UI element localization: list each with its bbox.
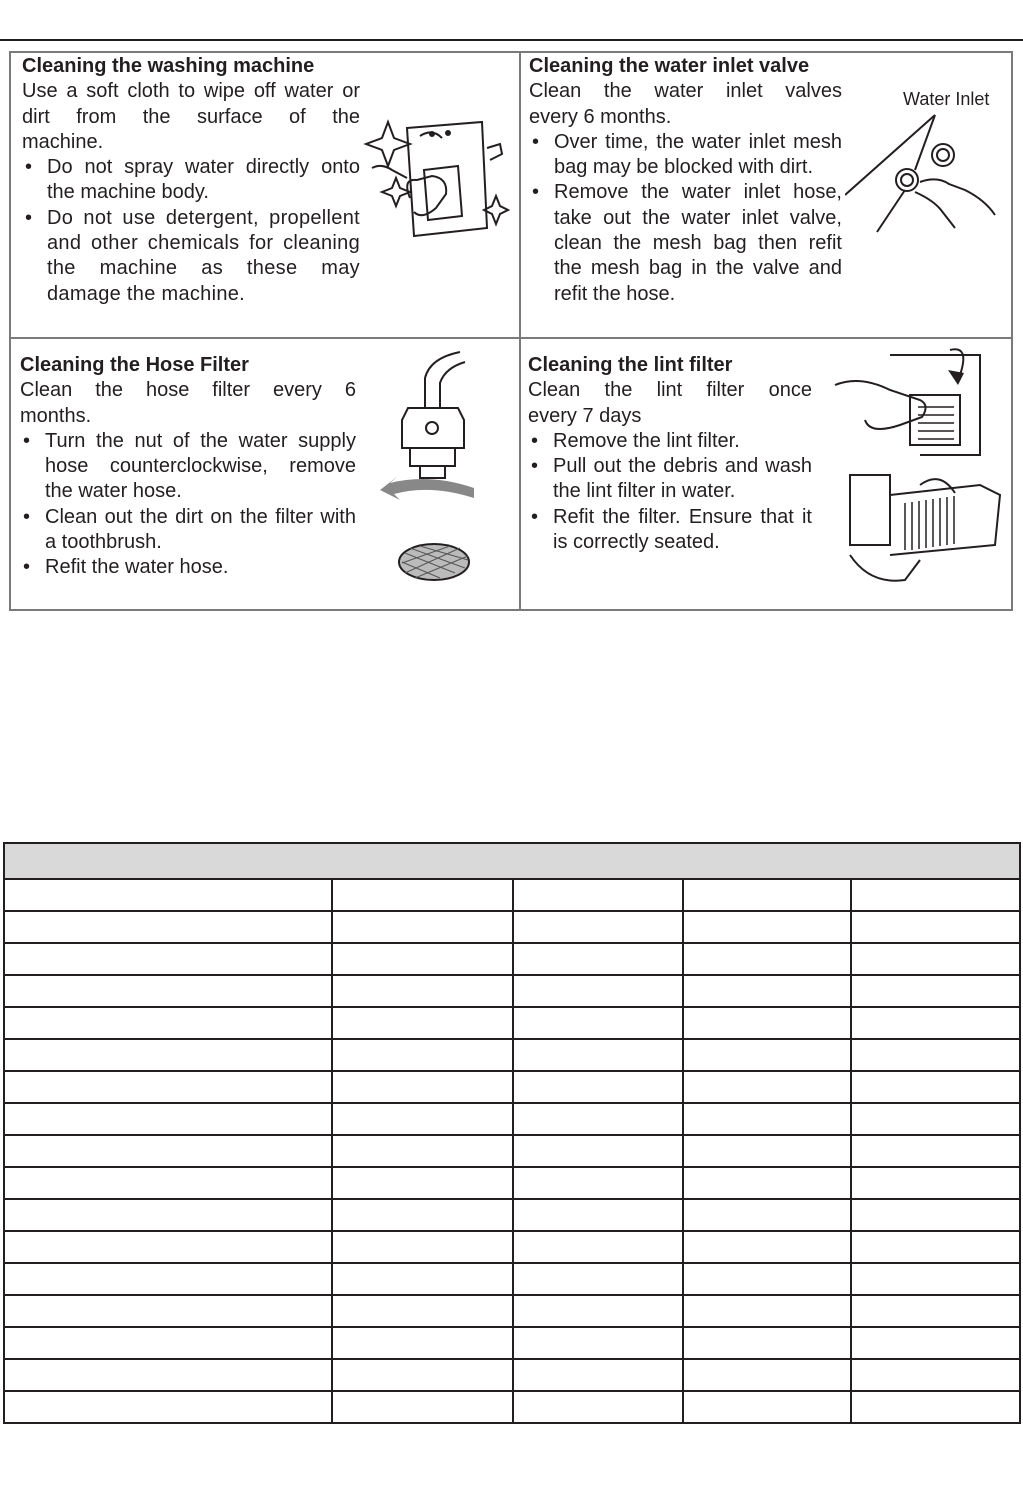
- intro-line: Clean the hose filter every 6: [20, 379, 356, 402]
- table-header-row: [4, 843, 1020, 879]
- table-row: [4, 943, 1020, 975]
- intro-line: months.: [20, 404, 92, 427]
- blank-table: [3, 842, 1021, 1424]
- table-row: [4, 1199, 1020, 1231]
- section-title: Cleaning the Hose Filter: [20, 354, 249, 376]
- intro-line: every 6 months.: [529, 105, 672, 128]
- bullet-item: • Refit the filter. Ensure that it is correctly seated.: [528, 505, 812, 556]
- water-inlet-label: Water Inlet: [903, 89, 990, 109]
- intro-line: Clean the lint filter once: [528, 379, 812, 402]
- intro-line: every 7 days: [528, 404, 642, 427]
- bullet-item: • Clean out the dirt on the filter with a toothbrush.: [20, 505, 356, 556]
- bullet-item: • Do not use detergent, propellent and other chemicals for cleaning the machine as these may damage the machine.: [22, 206, 360, 307]
- bullet-item: • Over time, the water inlet mesh bag may be blocked with dirt.: [529, 130, 842, 181]
- table-row: [4, 1231, 1020, 1263]
- intro-line: machine.: [22, 130, 104, 153]
- grid-divider-horizontal: [11, 337, 1011, 339]
- table-row: [4, 975, 1020, 1007]
- bullet-item: • Do not spray water directly onto the machine body.: [22, 155, 360, 206]
- bullet-item: • Turn the nut of the water supply hose counterclockwise, remove the water hose.: [20, 429, 356, 505]
- table-row: [4, 1359, 1020, 1391]
- intro-line: Clean the water inlet valves: [529, 80, 842, 103]
- section-title: Cleaning the lint filter: [528, 354, 733, 376]
- table-row: [4, 1327, 1020, 1359]
- bullet-item: • Remove the lint filter.: [528, 429, 812, 454]
- section-lint-filter: [528, 353, 812, 555]
- table-row: [4, 1391, 1020, 1423]
- table-row: [4, 1263, 1020, 1295]
- section-title: Cleaning the water inlet valve: [529, 55, 810, 77]
- table-row: [4, 1103, 1020, 1135]
- table-row: [4, 879, 1020, 911]
- bullet-item: • Remove the water inlet hose, take out the water inlet valve, clean the mesh bag then refit the mesh bag in the valve and refit the hose.: [529, 180, 842, 306]
- table-row: [4, 1039, 1020, 1071]
- intro-line: dirt from the surface of the: [22, 105, 360, 128]
- table-row: [4, 1135, 1020, 1167]
- top-rule: [0, 39, 1023, 41]
- table-row: [4, 911, 1020, 943]
- table-row: [4, 1007, 1020, 1039]
- water-inlet-illustration: [845, 110, 1005, 240]
- washing-machine-cleaning-illustration: [362, 108, 512, 248]
- table-row: [4, 1295, 1020, 1327]
- section-washing-machine: [22, 54, 360, 307]
- intro-line: Use a soft cloth to wipe off water or: [22, 80, 360, 103]
- grid-divider-vertical: [519, 53, 521, 609]
- bullet-item: • Refit the water hose.: [20, 555, 356, 580]
- lint-filter-illustration: [830, 345, 1005, 595]
- table-row: [4, 1167, 1020, 1199]
- section-title: Cleaning the washing machine: [22, 55, 315, 77]
- section-water-inlet-valve: [529, 54, 842, 307]
- section-hose-filter: [20, 353, 356, 581]
- hose-filter-illustration: [380, 348, 490, 588]
- table-row: [4, 1071, 1020, 1103]
- bullet-item: • Pull out the debris and wash the lint filter in water.: [528, 454, 812, 505]
